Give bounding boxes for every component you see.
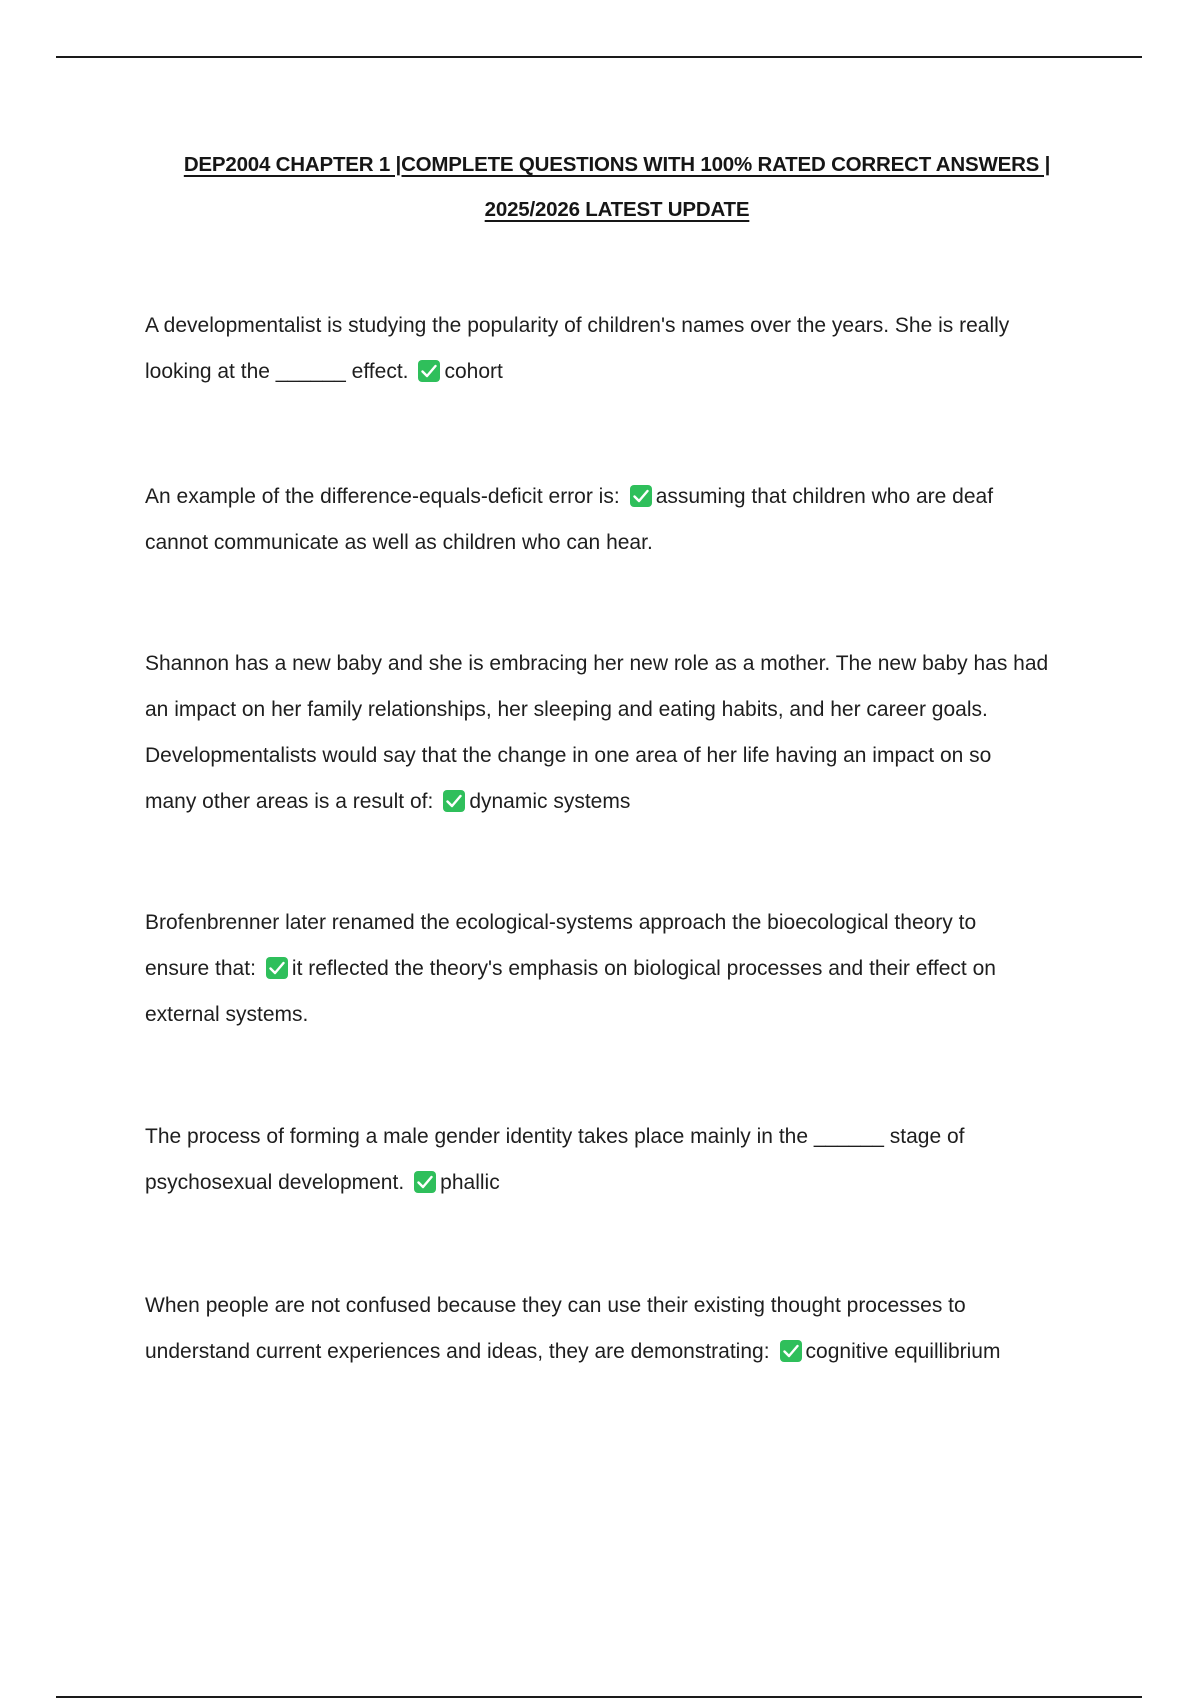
question-text: understand current experiences and ideas, they are demonstrating: xyxy=(145,1340,770,1363)
answer-text: cannot communicate as well as children who can hear. xyxy=(145,531,653,554)
check-mark-icon xyxy=(443,790,465,812)
check-mark-icon xyxy=(630,485,652,507)
answer-text: cohort xyxy=(444,360,503,383)
document-title xyxy=(120,142,1114,232)
question-text: Developmentalists would say that the change in one area of her life having an impact on so xyxy=(145,744,992,767)
answer-text: it reflected the theory's emphasis on biological processes and their effect on xyxy=(291,957,996,980)
question-text: an impact on her family relationships, her sleeping and eating habits, and her career goals. xyxy=(145,698,988,721)
qa-item xyxy=(145,474,1105,566)
question-text: The process of forming a male gender identity takes place mainly in the ______ stage of xyxy=(145,1125,965,1148)
question-text: Shannon has a new baby and she is embracing her new role as a mother. The new baby has had xyxy=(145,652,1049,675)
question-text: many other areas is a result of: xyxy=(145,790,434,813)
question-text: ensure that: xyxy=(145,957,256,980)
check-mark-icon xyxy=(266,957,288,979)
question-text: A developmentalist is studying the popularity of children's names over the years. She is really xyxy=(145,314,1010,337)
answer-text: assuming that children who are deaf xyxy=(655,485,994,508)
question-text: When people are not confused because they can use their existing thought processes to xyxy=(145,1294,966,1317)
qa-item xyxy=(145,303,1105,395)
title-line-1: DEP2004 CHAPTER 1 |COMPLETE QUESTIONS WITH 100% RATED CORRECT ANSWERS | xyxy=(183,153,1051,176)
answer-text: external systems. xyxy=(145,1003,309,1026)
question-text: Brofenbrenner later renamed the ecological-systems approach the bioecological theory to xyxy=(145,911,977,934)
qa-item xyxy=(145,641,1105,825)
qa-item xyxy=(145,1283,1105,1375)
question-text: An example of the difference-equals-deficit error is: xyxy=(145,485,620,508)
question-text: looking at the ______ effect. xyxy=(145,360,409,383)
answer-text: phallic xyxy=(440,1171,500,1194)
qa-item xyxy=(145,900,1105,1038)
qa-item xyxy=(145,1114,1105,1206)
answer-text: dynamic systems xyxy=(469,790,631,813)
check-mark-icon xyxy=(418,360,440,382)
check-mark-icon xyxy=(780,1340,802,1362)
header-rule xyxy=(56,56,1142,58)
check-mark-icon xyxy=(414,1171,436,1193)
title-line-2: 2025/2026 LATEST UPDATE xyxy=(484,198,750,221)
answer-text: cognitive equillibrium xyxy=(805,1340,1001,1363)
footer-rule xyxy=(56,1696,1142,1698)
question-text: psychosexual development. xyxy=(145,1171,405,1194)
